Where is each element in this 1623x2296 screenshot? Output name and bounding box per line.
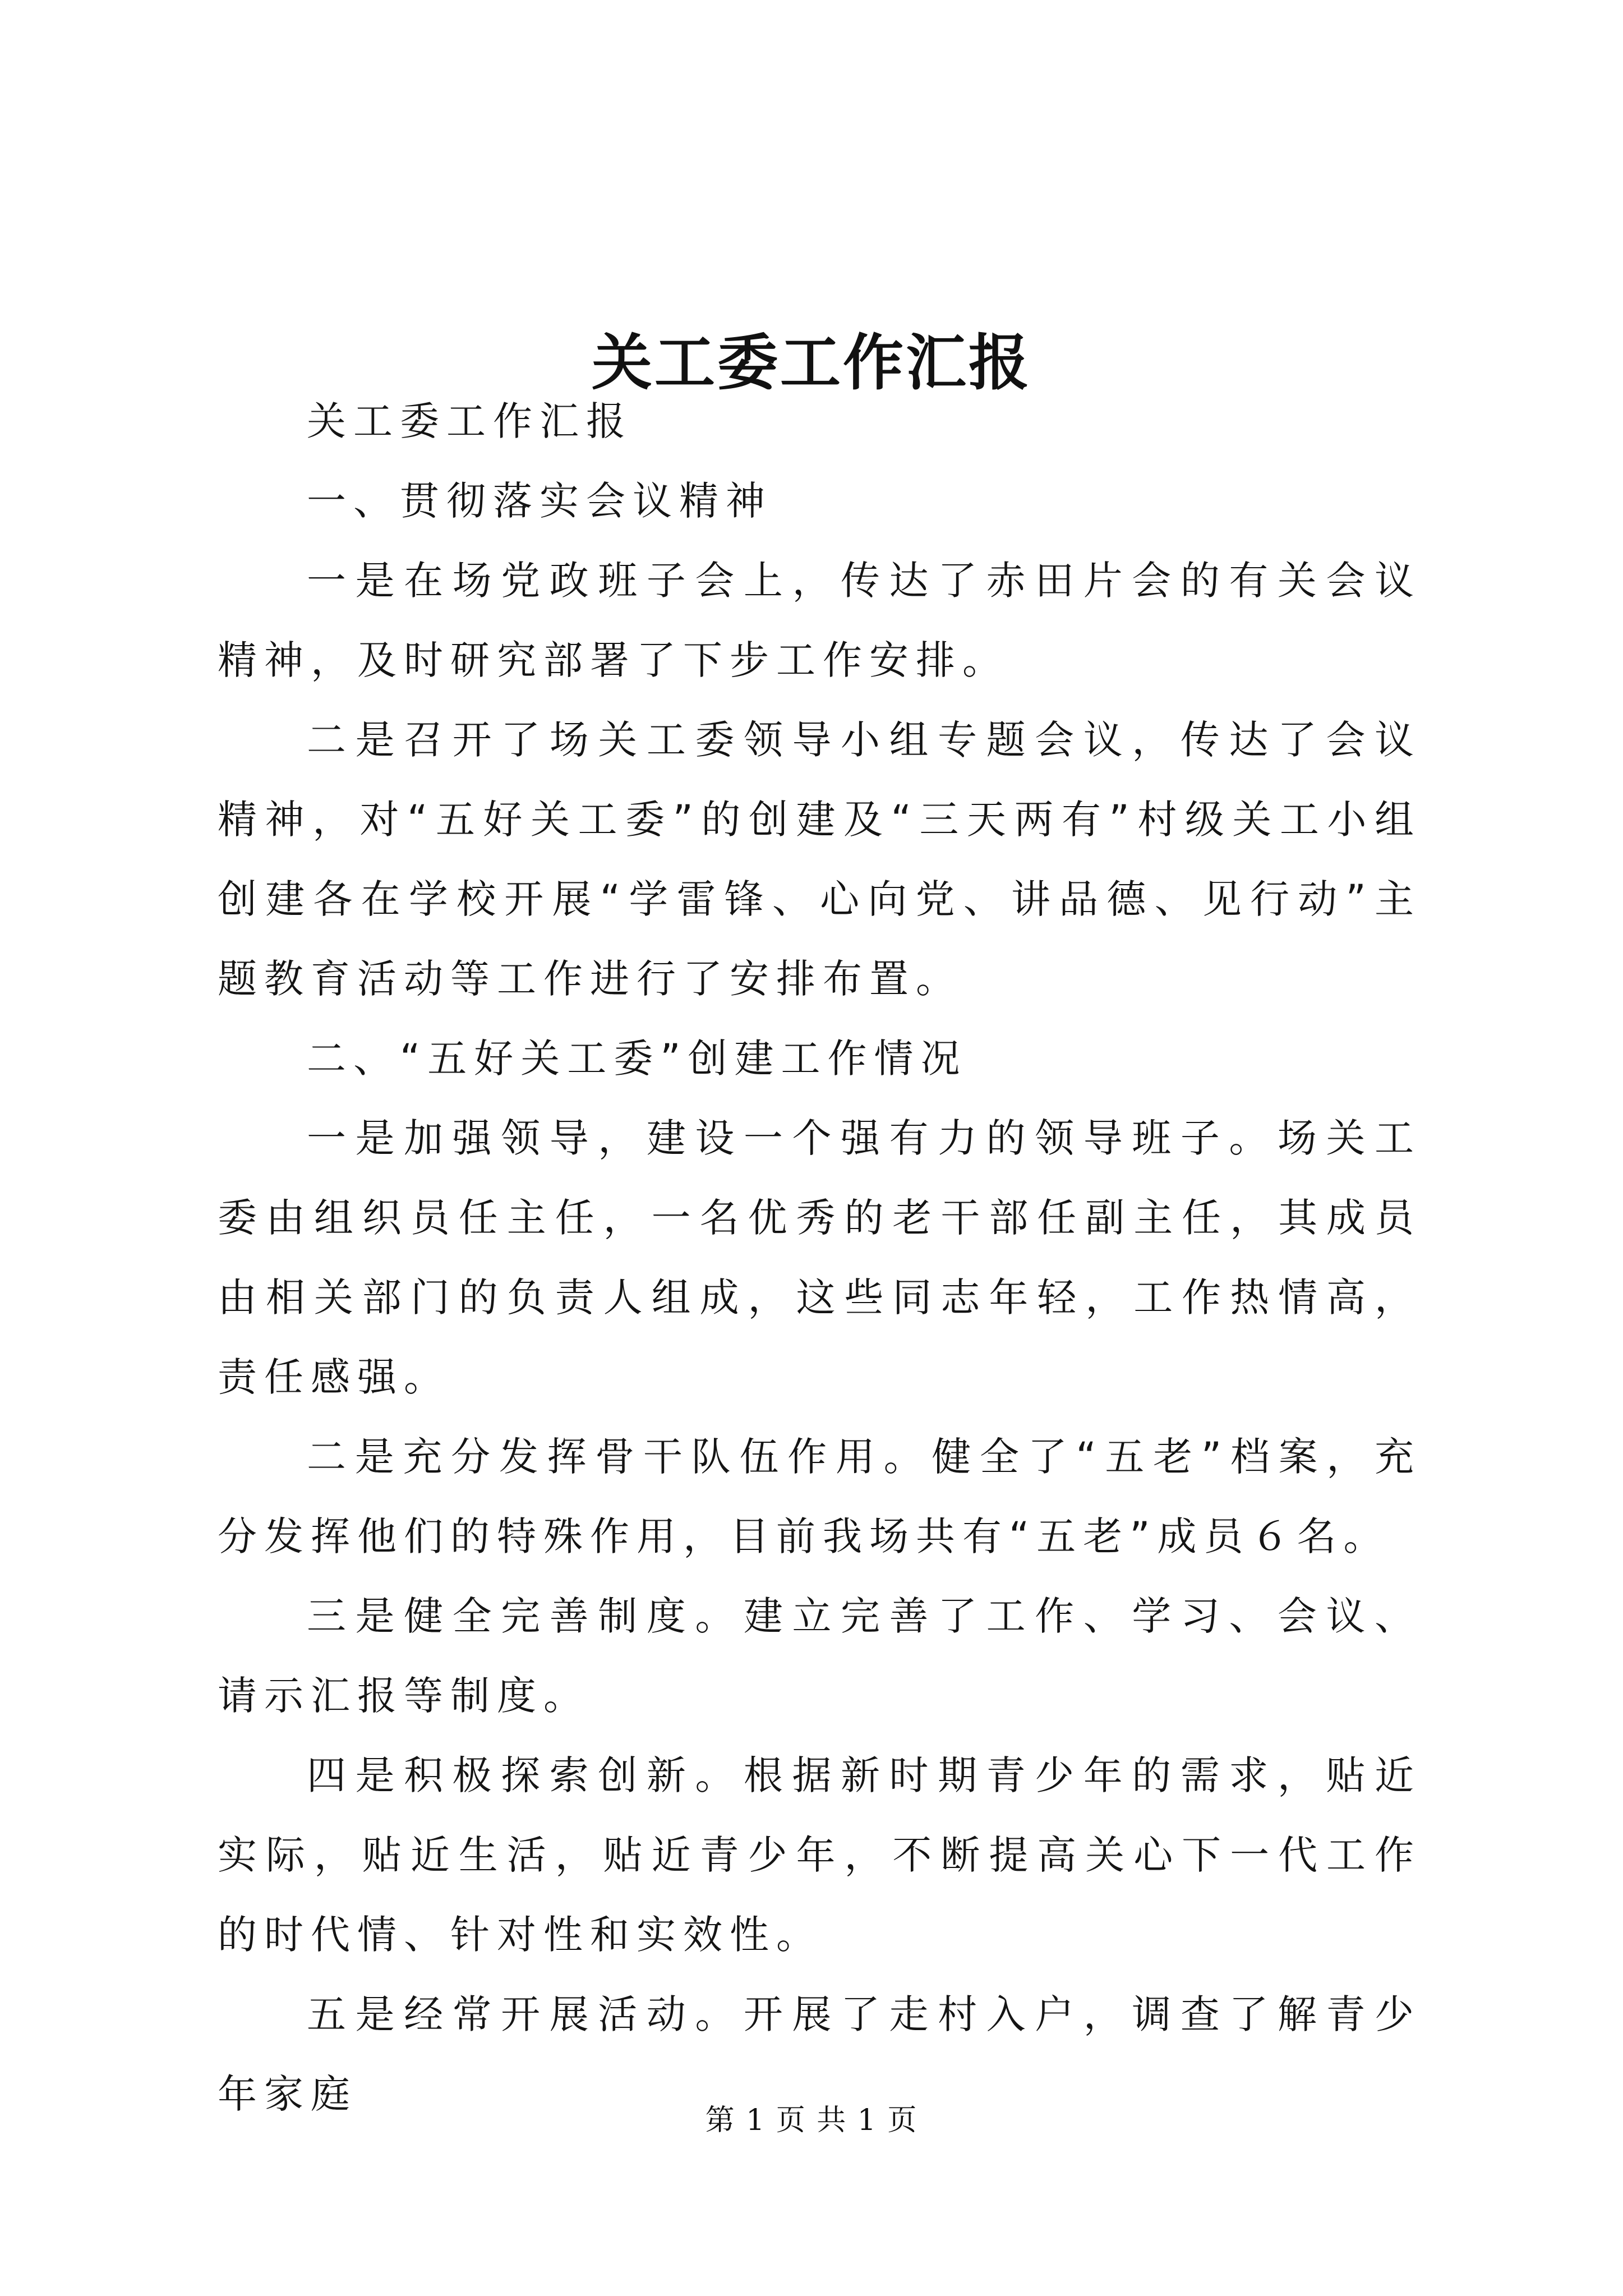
paragraph: 一是在场党政班子会上，传达了赤田片会的有关会议精神，及时研究部署了下步工作安排。 — [218, 558, 1421, 683]
paragraph: 四是积极探索创新。根据新时期青少年的需求，贴近实际，贴近生活，贴近青少年，不断提高关心下一代工作的时代情、针对性和实效性。 — [218, 1752, 1421, 1958]
paragraph: 三是健全完善制度。建立完善了工作、学习、会议、请示汇报等制度。 — [218, 1593, 1421, 1719]
page-footer: 第 1 页 共 1 页 — [705, 2104, 918, 2137]
paragraph: 五是经常开展活动。开展了走村入户，调查了解青少年家庭 — [218, 1991, 1421, 2117]
document-body — [218, 381, 1421, 2134]
section-heading: 二、“五好关工委”创建工作情况 — [307, 1036, 967, 1082]
paragraph: 关工委工作汇报 — [307, 398, 633, 444]
section-heading: 一、贯彻落实会议精神 — [307, 478, 772, 524]
paragraph: 二是召开了场关工委领导小组专题会议，传达了会议精神，对“五好关工委”的创建及“三天两有”村级关工小组创建各在学校开展“学雷锋、心向党、讲品德、见行动”主题教育活动等工作进行了安排布置。 — [218, 717, 1421, 1002]
paragraph: 一是加强领导，建设一个强有力的领导班子。场关工委由组织员任主任，一名优秀的老干部任副主任，其成员由相关部门的负责人组成，这些同志年轻，工作热情高，责任感强。 — [218, 1115, 1421, 1400]
document-title: 关工委工作汇报 — [591, 328, 1031, 399]
paragraph: 二是充分发挥骨干队伍作用。健全了“五老”档案，充分发挥他们的特殊作用，目前我场共有“五老”成员６名。 — [218, 1434, 1421, 1559]
